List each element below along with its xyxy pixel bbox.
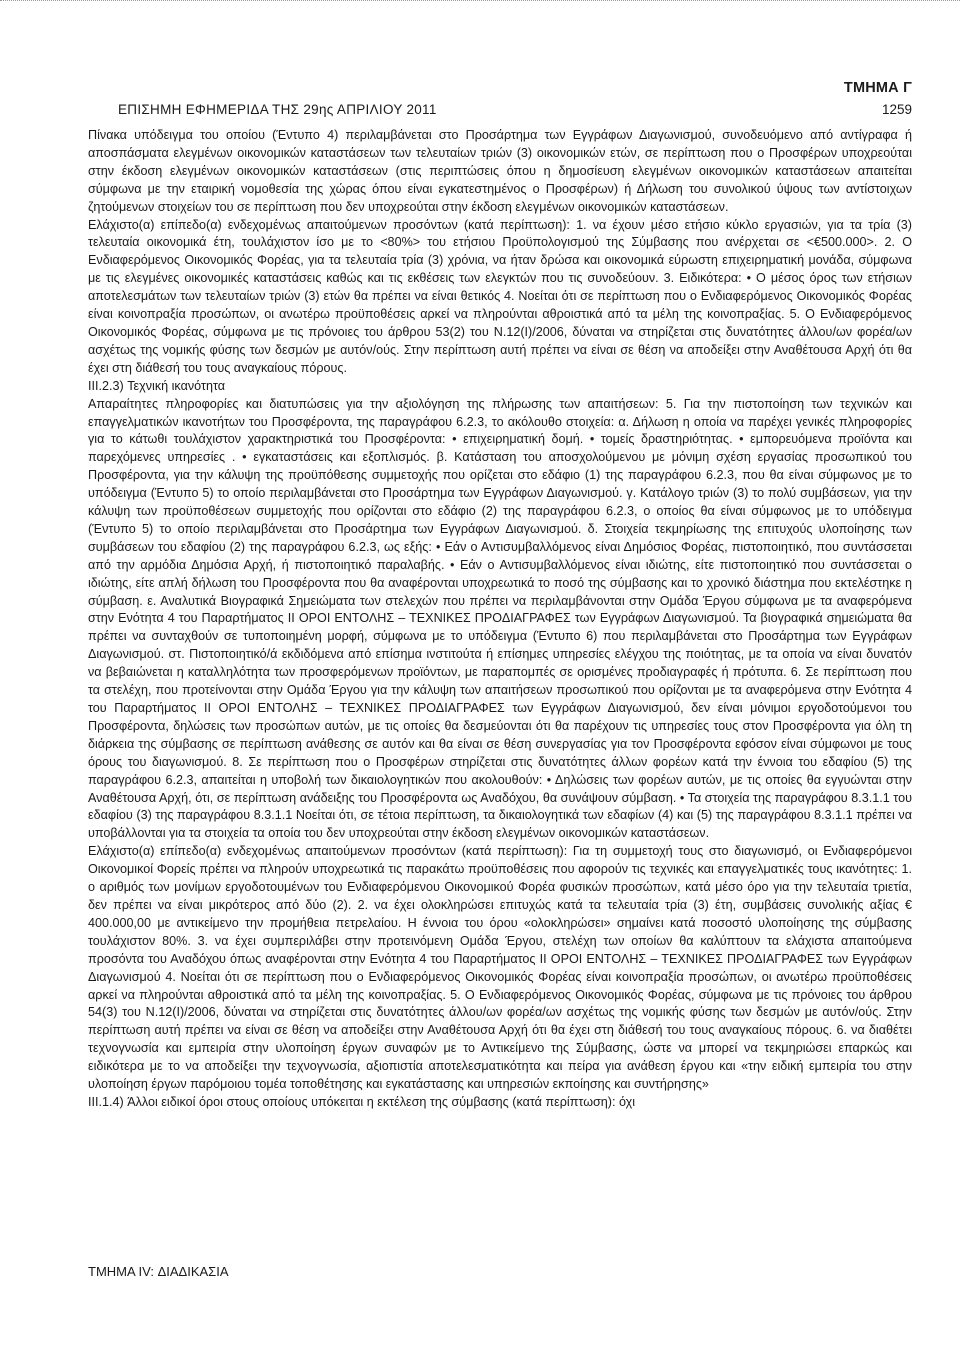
paragraph-other-conditions: III.1.4) Άλλοι ειδικοί όροι στους οποίους υπόκειται η εκτέλεση της σύμβασης (κατά περίπτωση): όχι [88,1094,636,1109]
paragraph-financial-statements: Πίνακα υπόδειγμα του οποίου (Έντυπο 4) περιλαμβάνεται στο Προσάρτημα των Εγγράφων Διαγωνισμού, συνοδευόμενο από αντίγραφα ή αποσπάσματα ελεγμένων οικονομικών καταστάσεων των τελευταίων τριών (3) οικονομικών ετών, σε περίπτωση που ο Προσφέρων υποχρεούται στην έκδοση ελεγμένων οικονομικών καταστάσεων (στις περιπτώσεις όπου η δημοσίευση ελεγμένων οικονομικών καταστάσεων απαιτείται σύμφωνα με την εταιρική νομοθεσία της χώρας όπου είναι εγκατεστημένος ο Προσφέρων) ή Δήλωση του συνολικού ύψους των αντίστοιχων ζητούμενων στοιχείων του σε περίπτωση που δεν υποχρεούται στην έκδοση ελεγμένων οικονομικών καταστάσεων. [88,128,912,214]
section-heading-technical-capacity: III.2.3) Τεχνική ικανότητα [88,378,226,393]
paragraph-financial-minimum: Ελάχιστο(α) επίπεδο(α) ενδεχομένως απαιτούμενων προσόντων (κατά περίπτωση): 1. να έχουν μέσο ετήσιο κύκλο εργασιών, για τα τρία (3) τελευταία οικονομικά έτη, τουλάχιστον ίσο με το <80%> του ετήσιου Προϋπολογισμού της Σύμβασης που ανέρχεται σε <€500.000>. 2. Ο Ενδιαφερόμενος Οικονομικός Φορέας, για τα τελευταία τρία (3) χρόνια, να ήταν δρώσα και οικονομικά εύρωστη επιχειρηματική μονάδα, σύμφωνα με τις ελεγμένες οικονομικές καταστάσεις καθώς και τις εκθέσεις των ελεγκτών που τις συνοδεύουν. 3. Ειδικότερα: • Ο μέσος όρος των ετήσιων αποτελεσμάτων των τελευταίων τριών (3) ετών θα πρέπει να είναι θετικός 4. Νοείται ότι σε περίπτωση που ο Ενδιαφερόμενος Οικονομικός Φορέας είναι κοινοπραξία προσώπων, οι ανωτέρω προϋποθέσεις αρκεί να πληρούνται αθροιστικά από τα μέλη της κοινοπραξίας. 5. Ο Ενδιαφερόμενος Οικονομικός Φορέας, σύμφωνα με τις πρόνοιες του άρθρου 53(2) του N.12(I)/2006, δύναται να στηρίζεται στις δυνατότητες άλλου/ων φορέα/ων ασχέτως της νομικής φύσης των δεσμών με αυτόν/ούς. Στην περίπτωση αυτή πρέπει να είναι σε θέση να αποδείξει στην Αναθέτουσα Αρχή ότι θα έχει στη διάθεσή του τους αναγκαίους πόρους. [88,217,912,375]
section-heading-procedure: ΤΜΗΜΑ IV: ΔΙΑΔΙΚΑΣΙΑ [88,1264,229,1279]
document-body [88,127,912,1112]
journal-title: ΕΠΙΣΗΜΗ ΕΦΗΜΕΡΙΔΑ ΤΗΣ 29ης ΑΠΡΙΛΙΟΥ 2011 [118,102,437,117]
paragraph-technical-info: Απαραίτητες πληροφορίες και διατυπώσεις για την αξιολόγηση της πλήρωσης των απαιτήσεων: 5. Για την πιστοποίηση των τεχνικών και επαγγελματικών ικανοτήτων του Προσφέροντα, της παραγράφου 6.2.3, το ακόλουθο στοιχεία: α. Δήλωση η οποία να παρέχει γενικές πληροφορίες για το κάτωθι τουλάχιστον χαρακτηριστικά του Προσφέροντα: • επιχειρηματική δομή. • τομείς δραστηριότητας. • εμπορευόμενα προϊόντα και παρεχόμενες υπηρεσίες . • εγκαταστάσεις και εξοπλισμός. β. Κατάσταση του αποσχολούμενου με μόνιμη σχέση εργασίας προσωπικού του Προσφέροντα, για την κάλυψη της προϋπόθεσης συμμετοχής που ορίζεται στο εδάφιο (1) της παραγράφου 6.2.3, που θα είναι σύμφωνος με το υπόδειγμα (Έντυπο 5) το οποίο περιλαμβάνεται στο Προσάρτημα των Εγγράφων Διαγωνισμού. γ. Κατάλογο τριών (3) το πολύ συμβάσεων, για την κάλυψη των προϋποθέσεων συμμετοχής που ορίζονται στο εδάφιο (2) της παραγράφου 6.2.3, ο οποίος θα είναι σύμφωνος με το υπόδειγμα (Έντυπο 5) το οποίο περιλαμβάνεται στο Προσάρτημα των Εγγράφων Διαγωνισμού. δ. Στοιχεία τεκμηρίωσης της επιτυχούς υλοποίησης των συμβάσεων του εδαφίου (2) της παραγράφου 6.2.3, ως εξής: • Εάν ο Αντισυμβαλλόμενος είναι Δημόσιος Φορέας, πιστοποιητικό, που συντάσσεται από την αρμόδια Δημόσια Αρχή, ή πιστοποιητικό παραλαβής. • Εάν ο Αντισυμβαλλόμενος είναι ιδιώτης, είτε πιστοποιητικό που συντάσσεται ο ιδιώτης, είτε απλή δήλωση του Προσφέροντα που θα αναφέρονται υποχρεωτικά το ποσό της σύμβασης και το χρονικό διάστημα που εκτελέστηκε η σύμβαση. ε. Αναλυτικά Βιογραφικά Σημειώματα των στελεχών που πρέπει να περιλαμβάνονται στην Ομάδα Έργου σύμφωνα με τα αναφερόμενα στην Ενότητα 4 του Παραρτήματος II ΟΡΟΙ ΕΝΤΟΛΗΣ – ΤΕΧΝΙΚΕΣ ΠΡΟΔΙΑΓΡΑΦΕΣ των Εγγράφων Διαγωνισμού. Τα βιογραφικά σημειώματα θα πρέπει να συνταχθούν σε τυποποιημένη μορφή, σύμφωνα με το υπόδειγμα (Έντυπο 6) που περιλαμβάνεται στο Προσάρτημα των Εγγράφων Διαγωνισμού. στ. Πιστοποιητικό/ά εκδιδόμενα από επίσημα ινστιτούτα ή επίσημες υπηρεσίες ελέγχου της ποιότητας, με τα οποία να είναι δυνατόν να βεβαιώνεται η καταλληλότητα των προσφερόμενων προϊόντων, με παραπομπές σε ορισμένες προδιαγραφές ή πρότυπα. 6. Σε περίπτωση που τα στελέχη, που προτείνονται στην Ομάδα Έργου για την κάλυψη των απαιτήσεων προσωπικού που ορίζονται με τα αναφερόμενα στην Ενότητα 4 του Παραρτήματος II ΟΡΟΙ ΕΝΤΟΛΗΣ – ΤΕΧΝΙΚΕΣ ΠΡΟΔΙΑΓΡΑΦΕΣ των Εγγράφων Διαγωνισμού, δεν είναι μόνιμοι εργοδοτούμενοι του Προσφέροντα, δηλώσεις των προσώπων αυτών, με τις οποίες θα δεσμεύονται ότι θα παρέχουν τις υπηρεσίες τους στον Προσφέροντα για όλη τη διάρκεια της σύμβασης σε περίπτωση ανάθεσης σε αυτόν και θα είναι σε θέση συνεργασίας για τον Προσφέροντα εφόσον είναι σύμφωνοι με τους όρους του διαγωνισμού. 8. Σε περίπτωση που ο Προσφέρων στηρίζεται στις δυνατότητες άλλων φορέων κατά την έννοια του εδαφίου (5) της παραγράφου 6.2.3, απαιτείται η υποβολή των δικαιολογητικών που ακολουθούν: • Δηλώσεις των φορέων αυτών, με τις οποίες θα εγγυώνται στην Αναθέτουσα Αρχή, ότι, σε περίπτωση ανάδειξης του Προσφέροντα ως Αναδόχου, θα συνάψουν σύμβαση. • Τα στοιχεία της παραγράφου 8.3.1.1 του εδαφίου (3) της παραγράφου 8.3.1.1 Νοείται ότι, σε τέτοια περίπτωση, τα δικαιολογητικά των εδαφίων (4) και (5) της παραγράφου 8.3.1.1 πρέπει να υποβάλλονται για τα στοιχεία τα οποία του δεν υποχρεούται στην έκδοση ελεγμένων οικονομικών καταστάσεων. [88,396,912,841]
page-header [88,80,912,120]
paragraph-technical-minimum: Ελάχιστο(α) επίπεδο(α) ενδεχομένως απαιτούμενων προσόντων (κατά περίπτωση): Για τη συμμετοχή τους στο διαγωνισμό, οι Ενδιαφερόμενοι Οικονομικοί Φορείς πρέπει να πληρούν υποχρεωτικά τις παρακάτω προϋποθέσεις που αφορούν τις τεχνικές και επαγγελματικές τους ικανότητες: 1. ο αριθμός των μονίμων εργοδοτουμένων του Ενδιαφερόμενου Οικονομικού Φορέα φυσικών προσώπων, κατά μέσο όρο για την τελευταία τριετία, δεν πρέπει να είναι μικρότερος από δύο (2). 2. να έχει ολοκληρώσει επιτυχώς κατά τα τελευταία τρία (3) έτη, συμβάσεις συνολικής αξίας € 400.000,00 με αντικείμενο την προμήθεια πετρελαίου. Η έννοια του όρου «ολοκληρώσει» σημαίνει κατά ποσοστό υλοποίησης της σύμβασης τουλάχιστον 80%. 3. να έχει συμπεριλάβει στην προτεινόμενη Ομάδα Έργου, στελέχη των οποίων θα καλύπτουν τα ελάχιστα απαιτούμενα προσόντα του Αναδόχου όπως αναφέρονται στην Ενότητα 4 του Παραρτήματος II ΟΡΟΙ ΕΝΤΟΛΗΣ – ΤΕΧΝΙΚΕΣ ΠΡΟΔΙΑΓΡΑΦΕΣ των Εγγράφων Διαγωνισμού 4. Νοείται ότι σε περίπτωση που ο Ενδιαφερόμενος Οικονομικός Φορέας είναι κοινοπραξία προσώπων, οι ανωτέρω προϋποθέσεις αρκεί να πληρούνται αθροιστικά από τα μέλη της κοινοπραξίας. 5. Ο Ενδιαφερόμενος Οικονομικός Φορέας, σύμφωνα με τις πρόνοιες του άρθρου 54(3) του N.12(I)/2006, δύναται να στηρίζεται στις δυνατότητες άλλου/ων φορέα/ων ασχέτως της νομικής φύσης των δεσμών με αυτόν/ούς. Στην περίπτωση αυτή πρέπει να είναι σε θέση να αποδείξει στην Αναθέτουσα Αρχή ότι θα έχει στη διάθεσή του τους αναγκαίους πόρους. 6. να διαθέτει τεχνογνωσία και εμπειρία στην υλοποίηση έργων συναφών με το Αντικείμενο της Σύμβασης, ώστε να μπορεί να τεκμηριώσει επαρκώς και ειδικότερα με το να αποδείξει την τεχνογνωσία, αξιοπιστία αποτελεσματικότητα και πείρα για ανάθεση έργου και «την ειδική εμπειρία του στην υλοποίηση έργων παρόμοιου τομέα τοποθέτησης και εγκατάστασης και υπηρεσιών εκποίησης και συντήρησης» [88,844,912,1092]
section-tag: ΤΜΗΜΑ Γ [843,80,912,96]
scan-edge-divider [0,0,960,5]
page-number: 1259 [881,102,912,117]
